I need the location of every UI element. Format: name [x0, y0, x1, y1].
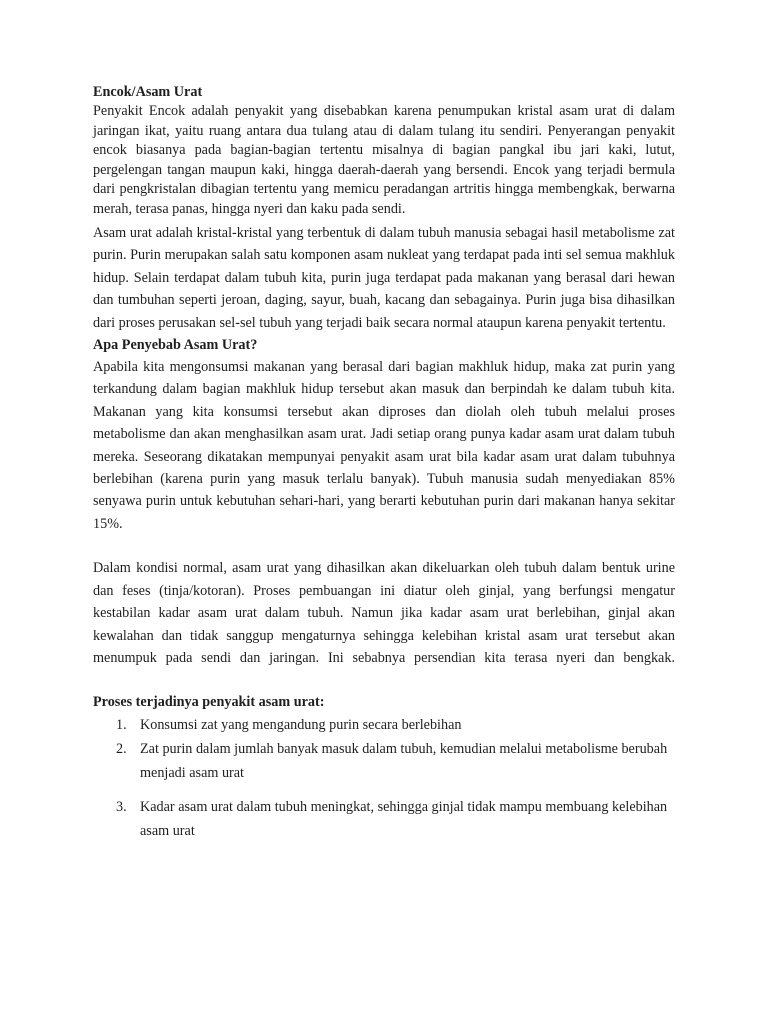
list-item-text: Kadar asam urat dalam tubuh meningkat, sehingga ginjal tidak mampu membuang kelebihan asam urat — [140, 799, 668, 840]
list-item-number: 2. — [116, 741, 127, 758]
process-list — [93, 713, 675, 843]
list-item-number: 3. — [116, 799, 127, 816]
list-item-number: 1. — [116, 717, 127, 734]
list-item-text: Zat purin dalam jumlah banyak masuk dalam tubuh, kemudian melalui metabolisme berubah menjadi asam urat — [140, 741, 668, 782]
section-title-encok: Encok/Asam Urat — [93, 84, 203, 100]
paragraph-penyebab: Apabila kita mengonsumsi makanan yang berasal dari bagian makhluk hidup, maka zat purin yang terkandung dalam bagian makhluk hidup tersebut akan masuk dan berpindah ke dalam tubuh kita. Makanan yang kita konsumsi tersebut akan diproses dan diolah oleh tubuh melalui proses metabolisme dan akan menghasilkan asam urat. Jadi setiap orang punya kadar asam urat dalam tubuh mereka. Seseorang dikatakan mempunyai penyakit asam urat bila kadar asam urat dalam tubuhnya berlebihan (karena purin yang masuk terlalu banyak). Tubuh manusia sudah menyediakan 85% senyawa purin untuk kebutuhan sehari-hari, yang berarti kebutuhan purin dari makanan hanya sekitar 15%. — [93, 359, 675, 532]
list-item-text: Konsumsi zat yang mengandung purin secara berlebihan — [140, 717, 462, 734]
paragraph-kondisi-normal: Dalam kondisi normal, asam urat yang dihasilkan akan dikeluarkan oleh tubuh dalam bentuk urine dan feses (tinja/kotoran). Proses pembuangan ini diatur oleh ginjal, yang berfungsi mengatur kestabilan kadar asam urat dalam tubuh. Namun jika kadar asam urat berlebihan, ginjal akan kewalahan dan tidak sanggup mengaturnya sehingga kelebihan kristal asam urat tersebut akan menumpuk pada sendi dan jaringan. Ini sebabnya persendian kita terasa nyeri dan bengkak. — [93, 560, 675, 666]
list-item — [93, 795, 675, 843]
paragraph-encok-definition: Penyakit Encok adalah penyakit yang disebabkan karena penumpukan kristal asam urat di dalam jaringan ikat, yaitu ruang antara dua tulang atau di dalam tulang itu sendiri. Penyerangan penyakit encok biasanya pada bagian-bagian tertentu misalnya di bagian pangkal ibu jari kaki, lutut, pergelengan tangan maupun kaki, hingga daerah-daerah yang bersendi. Encok yang terjadi bermula dari pengkristalan dibagian tertentu yang memicu peradangan artritis hingga membengkak, berwarna merah, terasa panas, hingga nyeri dan kaku pada sendi. — [93, 103, 675, 217]
section-title-penyebab: Apa Penyebab Asam Urat? — [93, 337, 258, 354]
section-title-proses: Proses terjadinya penyakit asam urat: — [93, 694, 325, 711]
document-page — [93, 83, 675, 843]
list-item — [93, 737, 675, 785]
list-item — [93, 713, 675, 737]
paragraph-asam-urat-definition: Asam urat adalah kristal-kristal yang terbentuk di dalam tubuh manusia sebagai hasil metabolisme zat purin. Purin merupakan salah satu komponen asam nukleat yang terdapat pada inti sel semua makhluk hidup. Selain terdapat dalam tubuh kita, purin juga terdapat pada makanan yang berasal dari hewan dan tumbuhan seperti jeroan, daging, sayur, buah, kacang dan sebagainya. Purin juga bisa dihasilkan dari proses perusakan sel-sel tubuh yang terjadi baik secara normal ataupun karena penyakit tertentu. — [93, 225, 675, 331]
